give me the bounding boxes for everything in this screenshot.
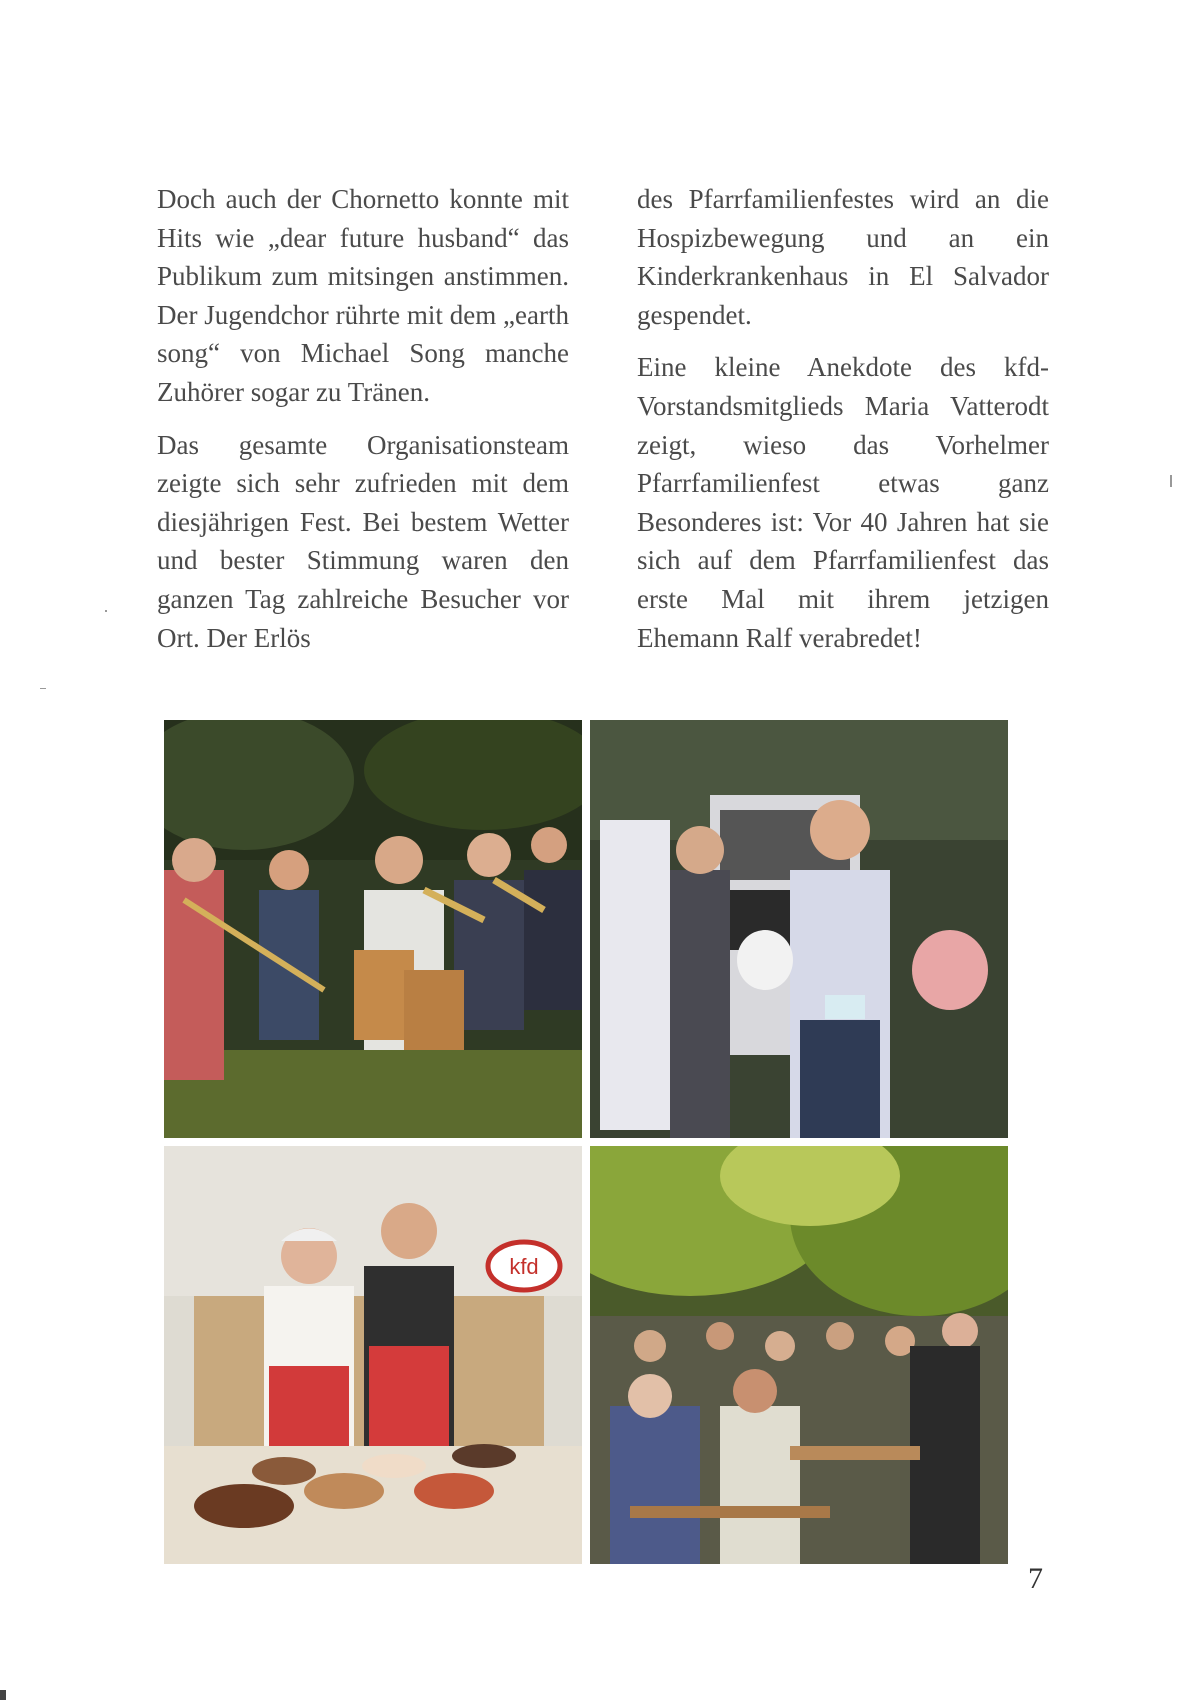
page-number: 7 bbox=[1028, 1562, 1043, 1595]
scan-speck bbox=[1170, 475, 1172, 487]
paragraph: Eine kleine Anekdote des kfd-Vorstandsmitglieds Maria Vatterodt zeigt, wieso das Vorhelmer Pfarrfamilienfest etwas ganz Besonderes ist: Vor 40 Jahren hat sie sich auf dem Pfarrfamilienfest das erste Mal mit ihrem jetzigen Ehemann Ralf verabredet! bbox=[637, 352, 1049, 653]
photo-couple-with-balloons bbox=[590, 720, 1008, 1138]
paragraph: Das gesamte Organisationsteam zeigte sich sehr zufrieden mit dem diesjährigen Fest. Bei bestem Wetter und bester Stimmung waren den ganzen Tag zahlreiche Besucher vor Ort. Der Erlös bbox=[157, 429, 569, 653]
kfd-logo-text: kfd bbox=[509, 1254, 539, 1279]
scan-speck bbox=[105, 610, 107, 612]
scan-speck bbox=[0, 1690, 6, 1700]
scan-speck bbox=[40, 688, 46, 689]
photo-kfd-cake-table bbox=[164, 1146, 582, 1564]
paragraph: des Pfarrfamilienfestes wird an die Hospizbewegung und an ein Kinderkrankenhaus in El Salvador gespendet. bbox=[637, 184, 1049, 330]
text-column-left bbox=[157, 180, 569, 671]
photo-brass-band bbox=[164, 720, 582, 1138]
paragraph: Doch auch der Chornetto konnte mit Hits wie „dear future husband“ das Publikum zum mitsingen anstimmen. Der Jugendchor rührte mit dem „earth song“ von Michael Song manche Zuhörer sogar zu Tränen. bbox=[157, 184, 569, 407]
text-column-right bbox=[637, 180, 1049, 671]
photo-garden-crowd bbox=[590, 1146, 1008, 1564]
